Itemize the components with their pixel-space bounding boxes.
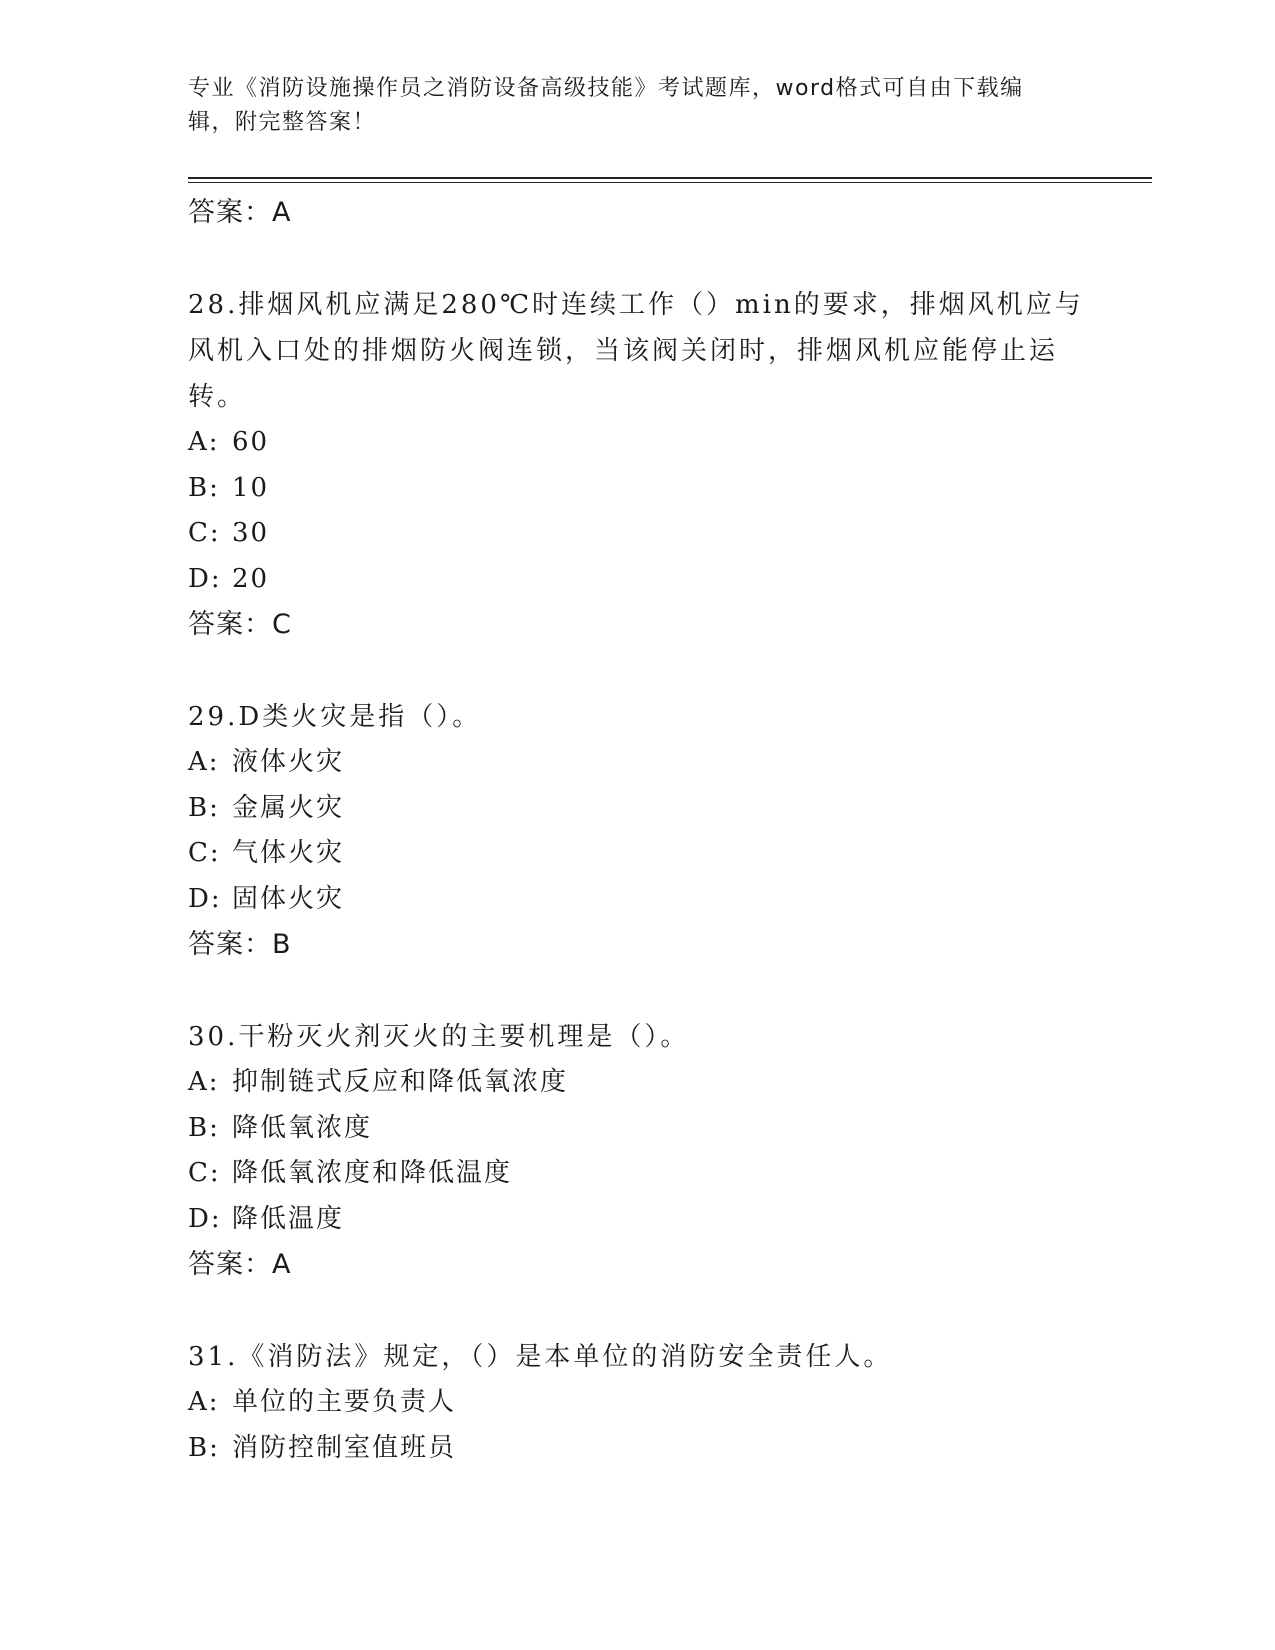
document-header bbox=[188, 72, 1068, 140]
option-label: B: bbox=[188, 1432, 220, 1463]
option-text: 30 bbox=[232, 518, 270, 548]
option-d bbox=[188, 1197, 1088, 1243]
option-label: B: bbox=[188, 472, 220, 503]
option-b bbox=[188, 1426, 1088, 1472]
stem-line: 28.排烟风机应满足280℃时连续工作（）min的要求，排烟风机应与 bbox=[188, 290, 1084, 320]
option-label: A: bbox=[188, 747, 220, 777]
question-28 bbox=[188, 282, 1088, 648]
option-label: A: bbox=[188, 1067, 220, 1097]
option-text: 降低氧浓度和降低温度 bbox=[232, 1158, 513, 1188]
question-stem bbox=[188, 1014, 1088, 1060]
option-b bbox=[188, 1106, 1088, 1152]
option-text: 20 bbox=[232, 563, 270, 594]
option-text: 10 bbox=[232, 472, 270, 503]
stem-line: 29.D类火灾是指（）。 bbox=[188, 702, 482, 732]
question-answer: 答案：A bbox=[188, 1249, 292, 1280]
option-text: 降低温度 bbox=[232, 1203, 345, 1234]
option-label: C: bbox=[188, 838, 221, 868]
question-stem bbox=[188, 282, 1088, 420]
option-text: 固体火灾 bbox=[232, 883, 345, 914]
previous-answer: 答案：A bbox=[188, 197, 292, 228]
option-c bbox=[188, 1151, 1088, 1197]
question-31 bbox=[188, 1334, 1088, 1471]
option-text: 60 bbox=[232, 427, 270, 457]
option-text: 消防控制室值班员 bbox=[232, 1432, 457, 1463]
question-29 bbox=[188, 694, 1088, 968]
stem-line: 31.《消防法》规定，（）是本单位的消防安全责任人。 bbox=[188, 1342, 893, 1372]
stem-line: 风机入口处的排烟防火阀连锁，当该阀关闭时，排烟风机应能停止运 bbox=[188, 336, 1059, 366]
option-text: 降低氧浓度 bbox=[232, 1112, 373, 1143]
header-line-2: 辑，附完整答案！ bbox=[188, 110, 377, 135]
question-answer: 答案：C bbox=[188, 609, 292, 640]
question-30 bbox=[188, 1014, 1088, 1288]
option-c bbox=[188, 511, 1088, 557]
option-label: A: bbox=[188, 427, 220, 457]
header-rule-thick bbox=[188, 177, 1152, 179]
option-a bbox=[188, 420, 1088, 466]
stem-line: 转。 bbox=[188, 382, 247, 412]
option-label: A: bbox=[188, 1387, 220, 1417]
option-text: 金属火灾 bbox=[232, 792, 345, 823]
option-label: C: bbox=[188, 1158, 221, 1188]
option-d bbox=[188, 877, 1088, 923]
option-label: C: bbox=[188, 518, 221, 548]
option-label: D: bbox=[188, 883, 222, 914]
question-stem bbox=[188, 1334, 1088, 1380]
option-label: D: bbox=[188, 1203, 222, 1234]
option-text: 单位的主要负责人 bbox=[232, 1387, 457, 1417]
option-text: 气体火灾 bbox=[232, 838, 345, 868]
option-text: 抑制链式反应和降低氧浓度 bbox=[232, 1067, 569, 1097]
option-label: B: bbox=[188, 1112, 220, 1143]
question-answer: 答案：B bbox=[188, 929, 292, 960]
option-c bbox=[188, 831, 1088, 877]
option-a bbox=[188, 1060, 1088, 1106]
question-list bbox=[188, 190, 1088, 1471]
header-line-1: 专业《消防设施操作员之消防设备高级技能》考试题库，word格式可自由下载编 bbox=[188, 76, 1024, 101]
option-a bbox=[188, 740, 1088, 786]
option-label: B: bbox=[188, 792, 220, 823]
option-label: D: bbox=[188, 563, 222, 594]
option-b bbox=[188, 466, 1088, 512]
header-rule-thin bbox=[188, 182, 1152, 183]
option-d bbox=[188, 557, 1088, 603]
option-b bbox=[188, 786, 1088, 832]
option-a bbox=[188, 1380, 1088, 1426]
question-stem bbox=[188, 694, 1088, 740]
stem-line: 30.干粉灭火剂灭火的主要机理是（）。 bbox=[188, 1022, 690, 1052]
option-text: 液体火灾 bbox=[232, 747, 345, 777]
